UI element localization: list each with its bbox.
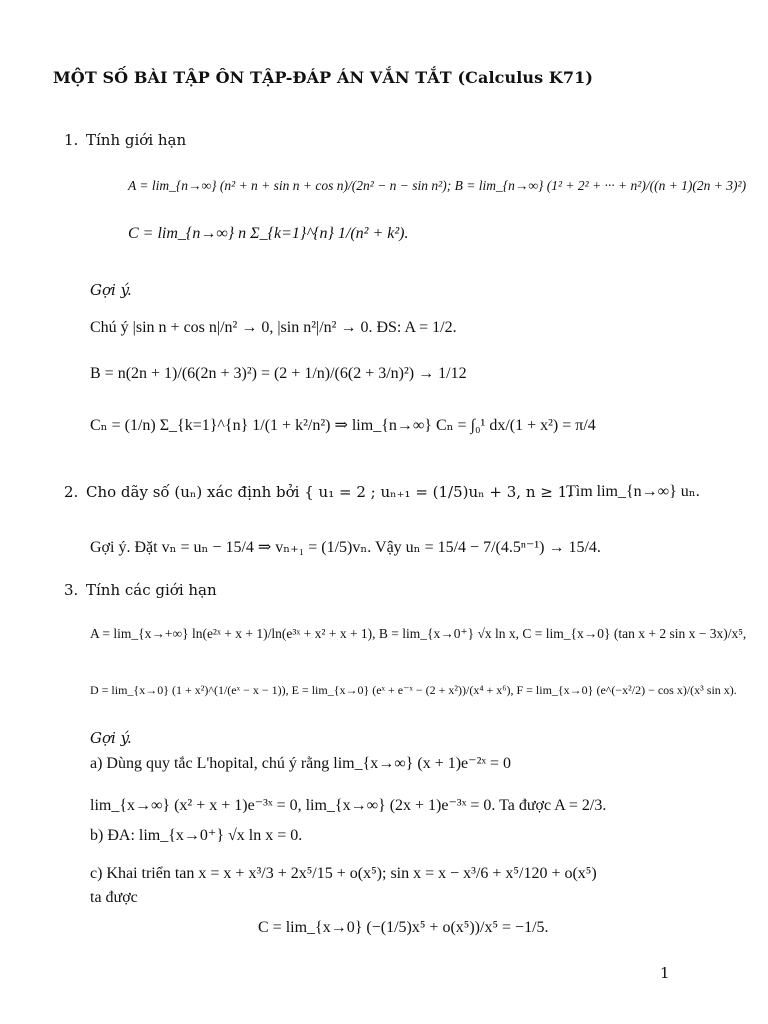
problem-3-hint-a2: lim_{x→∞} (x² + x + 1)e⁻³ˣ = 0, lim_{x→∞} (2x + 1)e⁻³ˣ = 0. Ta được A = 2/3. [90,797,607,814]
problem-1-hint-a: Chú ý |sin n + cos n|/n² → 0, |sin n²|/n² → 0. ĐS: A = 1/2. [90,319,457,336]
problem-2-statement-line [64,482,572,502]
problem-1-heading [64,130,186,150]
page-number: 1 [660,964,670,982]
problem-1-hint-label: Gợi ý. [90,281,132,299]
page-title: MỘT SỐ BÀI TẬP ÔN TẬP-ĐÁP ÁN VẮN TẮT (Calculus K71) [53,68,594,87]
problem-3-hint-c3: C = lim_{x→0} (−(1/5)x⁵ + o(x⁵))/x⁵ = −1/5. [258,919,549,936]
problem-3-hint-c2: ta được [90,889,138,906]
problem-2-number: 2. [64,483,79,501]
problem-1-number: 1. [64,131,79,149]
problem-3-hint-a1: a) Dùng quy tắc L'hopital, chú ý rằng lim_{x→∞} (x + 1)e⁻²ˣ = 0 [90,755,512,772]
problem-3-number: 3. [64,581,79,599]
problem-2-statement: Cho dãy số (uₙ) xác định bởi { u₁ = 2 ; uₙ₊₁ = (1/5)uₙ + 3, n ≥ 1. [86,483,572,501]
problem-3-formula-def: D = lim_{x→0} (1 + x²)^(1/(eˣ − x − 1)), E = lim_{x→0} (eˣ + e⁻ˣ − (2 + x²))/(x⁴ + x⁶), F = lim_{x→0} (e^(−x²/2) − cos x)/(x³ sin x). [90,683,737,697]
problem-2-hint: Gợi ý. Đặt vₙ = uₙ − 15/4 ⇒ vₙ₊₁ = (1/5)vₙ. Vậy uₙ = 15/4 − 7/(4.5ⁿ⁻¹) → 15/4. [90,539,601,556]
problem-3-hint-label: Gợi ý. [90,729,132,747]
problem-1-hint-b: B = n(2n + 1)/(6(2n + 3)²) = (2 + 1/n)/(6(2 + 3/n)²) → 1/12 [90,365,467,382]
problem-3-text: Tính các giới hạn [86,581,217,599]
problem-2-find: Tìm lim_{n→∞} uₙ. [566,483,700,500]
problem-3-hint-b: b) ĐA: lim_{x→0⁺} √x ln x = 0. [90,827,303,844]
problem-1-text: Tính giới hạn [86,131,187,149]
problem-1-formula-c: C = lim_{n→∞} n Σ_{k=1}^{n} 1/(n² + k²). [128,225,409,242]
problem-1-hint-c: Cₙ = (1/n) Σ_{k=1}^{n} 1/(1 + k²/n²) ⇒ lim_{n→∞} Cₙ = ∫₀¹ dx/(1 + x²) = π/4 [90,417,596,434]
problem-3-hint-c1: c) Khai triển tan x = x + x³/3 + 2x⁵/15 + o(x⁵); sin x = x − x³/6 + x⁵/120 + o(x⁵) [90,865,597,882]
problem-1-formula-ab: A = lim_{n→∞} (n² + n + sin n + cos n)/(2n² − n − sin n²); B = lim_{n→∞} (1² + 2² + ··· + n²)/((n + 1)(2n + 3)²) [128,178,747,193]
problem-3-formula-abc: A = lim_{x→+∞} ln(e²ˣ + x + 1)/ln(e³ˣ + x² + x + 1), B = lim_{x→0⁺} √x ln x, C = lim_{x→0} (tan x + 2 sin x − 3x)/x⁵, [90,626,747,641]
problem-3-heading [64,580,217,600]
